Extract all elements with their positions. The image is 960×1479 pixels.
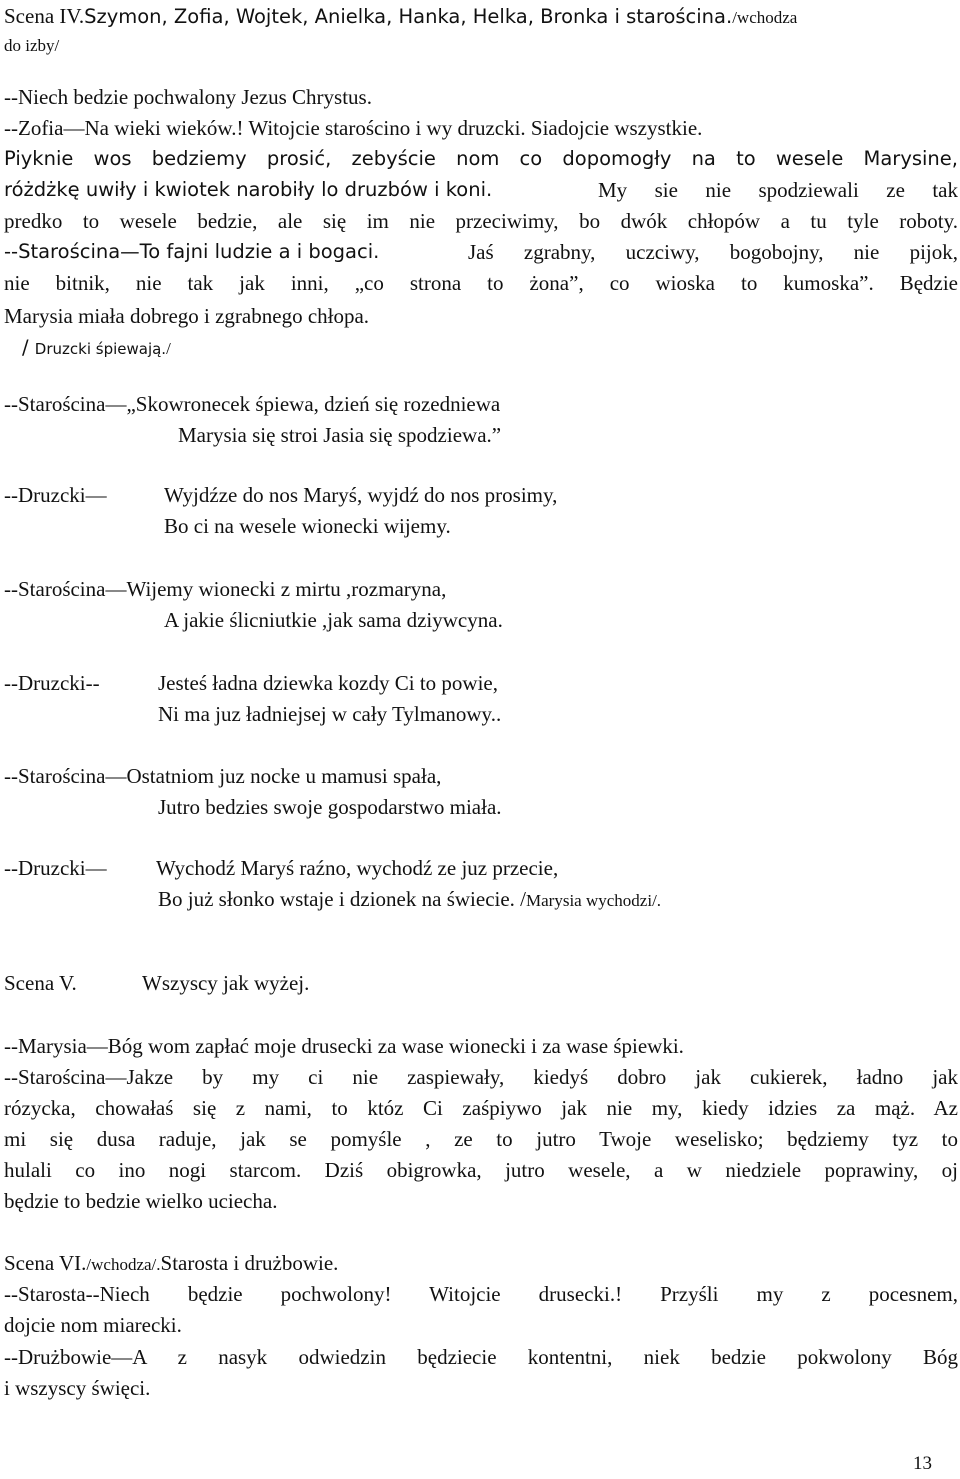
text-line: --Zofia—Na wieki wieków.! Witojcie starościno i wy druzcki. Siadojcie wszystkie. xyxy=(4,116,703,140)
verse-line: Bo już słonko wstaje i dzionek na świecie. /Marysia wychodzi/. xyxy=(158,887,662,911)
text-line: predko to wesele bedzie, ale się im nie przeciwimy, bo dwók chłopów a tu tyle roboty. xyxy=(4,209,958,233)
verse-line: --Starościna—Ostatniom juz nocke u mamusi spała, xyxy=(4,764,442,788)
speaker-label: --Druzcki— xyxy=(4,856,107,880)
text-line: --Marysia—Bóg wom zapłać moje drusecki za wase wionecki i za wase śpiewki. xyxy=(4,1034,684,1058)
verse-line: Ni ma juz ładniejsej w cały Tylmanowy.. xyxy=(158,702,502,726)
scene-description: Wszyscy jak wyżej. xyxy=(142,971,310,995)
text-line: Piyknie wos bedziemy prosić, zebyście nom co dopomogły na to wesele Marysine, xyxy=(4,147,958,170)
text-line: i wszyscy święci. xyxy=(4,1376,151,1400)
page-number: 13 xyxy=(913,1453,932,1474)
speaker-label: --Druzcki— xyxy=(4,483,107,507)
scene-heading-6: Scena VI./wchodza/.Starosta i drużbowie. xyxy=(4,1251,339,1275)
scene-heading-5: Scena V. xyxy=(4,971,77,995)
verse-line: A jakie ślicniutkie ,jak sama dziywcyna. xyxy=(164,608,503,632)
text-line: --Starosta--Niech będzie pochwolony! Witojcie drusecki.! Przyśli my z pocesnem, xyxy=(4,1282,958,1306)
verse-line: --Starościna—„Skowronecek śpiewa, dzień się rozedniewa xyxy=(4,392,501,416)
text-line: My sie nie spodziewali ze tak xyxy=(598,178,958,202)
verse-line: Wychodź Maryś raźno, wychodź ze juz przecie, xyxy=(156,856,559,880)
text-line: Marysia miała dobrego i zgrabnego chłopa. xyxy=(4,304,370,328)
text-line: różdżkę uwiły i kwiotek narobiły lo druzbów i koni. xyxy=(4,178,493,201)
verse-line: Wyjdźze do nos Maryś, wyjdź do nos prosimy, xyxy=(164,483,558,507)
text-line: będzie to bedzie wielko uciecha. xyxy=(4,1189,278,1213)
text-line: --Starościna—Jakze by my ci nie zaspiewały, kiedyś dobro jak cukierek, ładno jak xyxy=(4,1065,958,1089)
text-line: rózycka, chowałaś się z nami, to któz Ci zaśpiywo jak nie my, kiedy idzies za mąż. Az xyxy=(4,1096,958,1120)
text-line: --Starościna—To fajni ludzie a i bogaci. xyxy=(4,240,380,263)
text-line: dojcie nom miarecki. xyxy=(4,1313,182,1337)
text-line: mi się dusa raduje, jak se pomyśle , ze to jutro Twoje weselisko; będziemy tyz to xyxy=(4,1127,958,1151)
text-line: --Drużbowie—A z nasyk odwiedzin będziecie kontentni, niek bedzie pokwolony Bóg xyxy=(4,1345,958,1369)
text-line: nie bitnik, nie tak jak inni, „co strona to żona”, co wioska to kumoska”. Będzie xyxy=(4,271,958,295)
text-line: Jaś zgrabny, uczciwy, bogobojny, nie pijok, xyxy=(468,240,958,264)
verse-line: Marysia się stroi Jasia się spodziewa.” xyxy=(178,423,502,447)
text-line: do izby/ xyxy=(4,36,60,55)
verse-line: Jutro bedzies swoje gospodarstwo miała. xyxy=(158,795,502,819)
verse-line: Jesteś ładna dziewka kozdy Ci to powie, xyxy=(158,671,498,695)
scene-heading-4: Scena IV.Szymon, Zofia, Wojtek, Anielka, Hanka, Helka, Bronka i starościna./wchodza xyxy=(4,4,798,28)
speaker-label: --Druzcki-- xyxy=(4,671,100,695)
verse-line: Bo ci na wesele wionecki wijemy. xyxy=(164,514,451,538)
verse-line: --Starościna—Wijemy wionecki z mirtu ,rozmaryna, xyxy=(4,577,447,601)
text-line: --Niech bedzie pochwalony Jezus Chrystus. xyxy=(4,85,372,109)
text-line: hulali co ino nogi starcom. Dziś obigrowka, jutro wesele, a w niedziele poprawiny, oj xyxy=(4,1158,958,1182)
stage-direction: / Druzcki śpiewają./ xyxy=(22,336,171,359)
